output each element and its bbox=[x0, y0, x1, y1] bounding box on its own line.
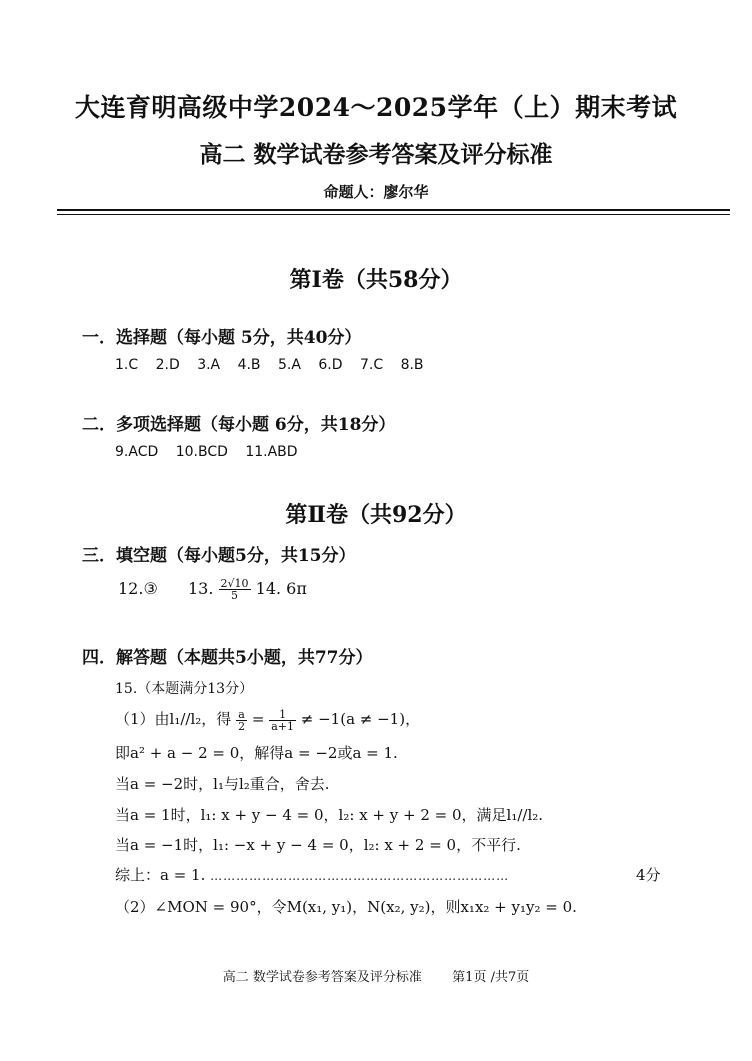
answer-item: 4.B bbox=[237, 357, 261, 373]
solution-line-4: 当a = 1时，l₁: x + y − 4 = 0，l₂: x + y + 2 = 0，满足l₁//l₂. bbox=[115, 806, 544, 824]
footer-text: 高二 数学试卷参考答案及评分标准 bbox=[222, 970, 422, 985]
answer-item: 9.ACD bbox=[115, 444, 159, 460]
fraction-numerator: a bbox=[236, 709, 247, 721]
line1-text: （1）由l₁//l₂，得 bbox=[115, 710, 232, 728]
fraction-1-over-a-plus-1 bbox=[269, 709, 296, 732]
q15-title: 15.（本题满分13分） bbox=[115, 681, 254, 697]
answer-item: 3.A bbox=[197, 357, 221, 373]
part2-title: 第Ⅱ卷（共92分） bbox=[285, 502, 467, 528]
answer-12: 12.③ bbox=[118, 579, 158, 598]
solution-line-5: 当a = −1时，l₁: −x + y − 4 = 0，l₂: x + 2 = 0，不平行. bbox=[115, 836, 521, 854]
fill-answers bbox=[118, 578, 307, 601]
header-rule-thick bbox=[57, 209, 730, 211]
answer-14: 14. 6π bbox=[255, 579, 307, 598]
answer-item: 2.D bbox=[155, 357, 180, 373]
solution-line-1 bbox=[115, 708, 420, 732]
conclusion-text: 综上：a = 1. bbox=[115, 866, 206, 884]
section1-heading: 一．选择题（每小题 5分，共40分） bbox=[82, 328, 362, 348]
section4-heading: 四．解答题（本题共5小题，共77分） bbox=[82, 648, 373, 668]
section3-heading: 三．填空题（每小题5分，共15分） bbox=[82, 546, 356, 566]
solution-line-2: 即a² + a − 2 = 0，解得a = −2或a = 1. bbox=[115, 744, 398, 762]
answer-13-fraction bbox=[219, 578, 251, 601]
equals-sign: = bbox=[251, 710, 265, 728]
answer-item: 6.D bbox=[318, 357, 343, 373]
answer-item: 8.B bbox=[400, 357, 424, 373]
answer-item: 1.C bbox=[115, 357, 139, 373]
answer-item: 11.ABD bbox=[245, 444, 298, 460]
solution-line-7: （2）∠MON = 90°，令M(x₁, y₁)，N(x₂, y₂)，则x₁x₂ + y₁y₂ = 0. bbox=[115, 898, 577, 916]
part1-title: 第Ⅰ卷（共58分） bbox=[289, 267, 463, 293]
line1-tail: ≠ −1(a ≠ −1)， bbox=[300, 710, 421, 728]
header-rule-thin bbox=[57, 214, 730, 215]
fraction-denominator: a+1 bbox=[271, 719, 294, 733]
leader-dots: …………………………………………………………… bbox=[210, 869, 510, 883]
section2-heading: 二．多项选择题（每小题 6分，共18分） bbox=[82, 415, 396, 435]
solution-line-6 bbox=[115, 864, 665, 885]
fraction-denominator: 2 bbox=[238, 719, 246, 733]
exam-subtitle: 高二 数学试卷参考答案及评分标准 bbox=[199, 141, 553, 168]
section1-answers bbox=[115, 357, 437, 373]
solution-line-3: 当a = −2时，l₁与l₂重合，舍去. bbox=[115, 775, 330, 793]
fraction-denominator: 5 bbox=[231, 589, 239, 602]
page-footer bbox=[0, 966, 752, 985]
footer-page-number: 第1页 /共7页 bbox=[452, 970, 530, 985]
answer-item: 10.BCD bbox=[175, 444, 228, 460]
author-line: 命题人：廖尔华 bbox=[323, 183, 429, 201]
answer-item: 7.C bbox=[359, 357, 384, 373]
score-label: 4分 bbox=[636, 866, 661, 884]
exam-title: 大连育明高级中学2024～2025学年（上）期末考试 bbox=[74, 93, 678, 122]
fraction-numerator: 2√10 bbox=[220, 577, 249, 590]
answer-13-label: 13. bbox=[187, 579, 214, 598]
answer-item: 5.A bbox=[278, 357, 301, 373]
fraction-a-over-2 bbox=[236, 709, 247, 732]
section2-answers bbox=[115, 444, 311, 460]
fraction-numerator: 1 bbox=[269, 709, 296, 721]
